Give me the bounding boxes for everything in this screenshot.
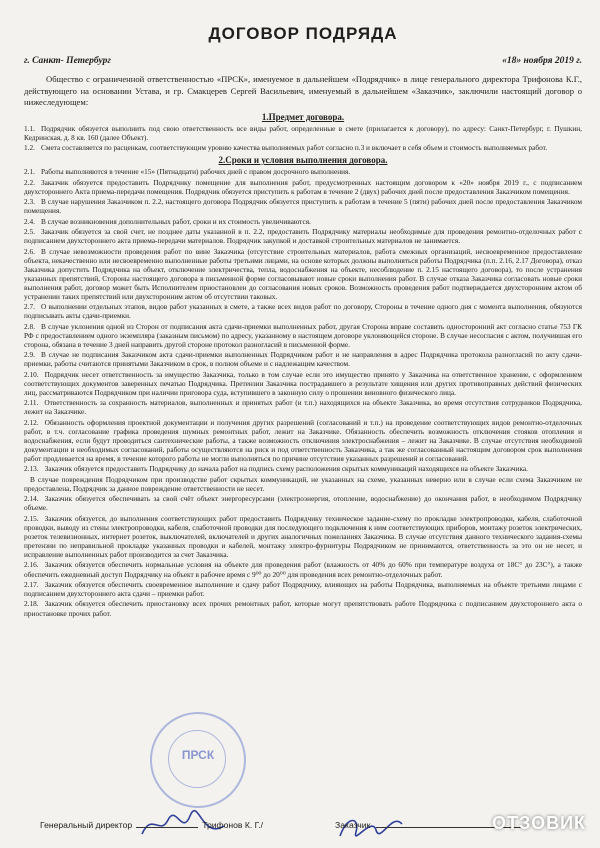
clause-text: Заказчик обязуется предоставить Подрядчику помещение для выполнения работ, предусмотренных настоящим договором к «20» ноября 2019 г., с подписанием двухстороннего Акта приема-передачи помещения. Подрядчик обязуется приступить к работам в течение 2 (двух) рабочих дней после предоставления Заказчиком помещения. <box>24 177 582 196</box>
clause <box>24 560 582 578</box>
clause-number: 2.12. <box>24 417 39 427</box>
clause <box>24 247 582 301</box>
clause <box>24 370 582 397</box>
director-sign-field <box>136 827 198 828</box>
clause-number: 2.3. <box>24 197 35 207</box>
clause-text: Обязанность оформления проектной документации и получения других разрешений (согласований и т.п.) на проведение соответствующих видов ремонтно-отделочных работ, в т.ч. согласование графика проведения шумных ремонтных работ, лежит на Заказчике. Обязанность обеспечить возможность отключения стояков отопления и водоснабжения, если будут проводиться сантехнические работы, а также возможность отключения электроснабжения – лежит на Заказчике. В случае отсутствия необходимой документации и необходимых согласований, работы осуществляются на риск и под ответственность Заказчика, а так же согласованный настоящим договором срок выполнения работ продлевается на время, в течение которого работы не могли выполняться по причине отсутствия указанных разрешений и согласований. <box>24 417 582 464</box>
director-name: Трифонов К. Г./ <box>202 820 264 830</box>
clause <box>24 124 582 142</box>
clause-text: В случае уклонения одной из Сторон от подписания акта сдачи-приемки выполненных работ, другая Сторона вправе составить односторонний акт согласно статье 753 ГК РФ с предоставлением одного экземпляра (заказным письмом) по адресу, указанному в настоящем договоре уклоняющейся стороне. В случае несогласия с актом, получившая его сторона, обязана в течение 3 дней направить другой стороне протокол разногласий в письменной форме. <box>24 321 582 349</box>
clause-number: 2.2. <box>24 177 35 187</box>
clause <box>24 599 582 617</box>
clause <box>24 475 582 493</box>
customer-label: Заказчик <box>335 820 371 830</box>
clause-text: Подрядчик несет ответственность за имущество Заказчика, только в том случае если это имущество принято у Заказчика на ответственное хранение, с оформлением соответствующих документов заверенных печатью Подрядчика. Претензии Заказчика пострадавшего в результате хищения или других противоправных действий физических лиц, рассматриваются Подрядчиком при наличии приговора суда, вступившего в законную силу о прошении виновного физического лица. <box>24 369 582 397</box>
clause-text: Работы выполняются в течение «15» (Пятнадцати) рабочих дней с правом досрочного выполнения. <box>40 167 351 177</box>
clause-text: В случае невозможности проведения работ по вине Заказчика (отсутствие строительных материалов, работа смежных организаций, несвоевременное предоставление объекта, некачественно или несвоевременно выполненные работы третьими лицами, на основе которых должны выполняться работы Подрядчика (п.п. 2.16, 2.17 Договора), отказ Заказчика допустить Подрядчика на объект, отключение электричества, тепла, водоснабжения на объекте, несоблюдение п. 2.15 настоящего договора), то после устранения указанных препятствий, Стороны настоящего договора в письменной форме согласовывают новые сроки выполнения работ. В случае отказа Заказчика согласовать новые сроки выполнения работ, договор может быть Исполнителем приостановлен до согласования новых сроков. Возможность проведения работ подтверждается двухсторонним актом об устранении таких препятствий или двухсторонним актом об отсутствии таковых. <box>24 246 582 301</box>
clause-number: 2.14. <box>24 494 39 504</box>
clause <box>24 322 582 349</box>
sections <box>24 112 582 618</box>
clause-text: Заказчик обязуется за свой счет, не позднее даты указанной в п. 2.2, предоставить Подрядчику материалы необходимые для проведения ремонтно-отделочных работ с подписанием двухстороннего акта приема-передачи материалов. Подрядчик закупкой и доставкой строительных материалов не занимается. <box>24 227 582 246</box>
clause-number: 2.1. <box>24 167 35 177</box>
clause-number: 2.15. <box>24 513 39 523</box>
clause-number: 2.13. <box>24 464 39 474</box>
section-heading: 2.Сроки и условия выполнения договора. <box>218 155 388 166</box>
clause <box>24 350 582 368</box>
clause <box>24 580 582 598</box>
clause-text: В случае нарушения Заказчиком п. 2.2, настоящего договора Подрядчик обязуется приступить к работам в течение 5 (пяти) рабочих дней после предоставления Заказчиком помещения. <box>24 197 582 216</box>
company-stamp <box>150 712 246 808</box>
clause <box>24 167 582 176</box>
clause <box>24 494 582 512</box>
director-label: Генеральный директор <box>40 820 133 830</box>
clause <box>24 197 582 215</box>
clause <box>24 302 582 320</box>
clause-number: 2.16. <box>24 560 39 570</box>
city: г. Санкт- Петербург <box>24 56 111 66</box>
watermark: ОТЗОВИК <box>492 813 586 833</box>
section-heading: 1.Предмет договора. <box>261 111 345 122</box>
clause <box>24 464 582 473</box>
clause-number: 2.6. <box>24 246 35 256</box>
clause <box>24 178 582 196</box>
city-date-line <box>24 56 582 66</box>
document-title: ДОГОВОР ПОДРЯДА <box>208 24 398 43</box>
clause-text: В случае повреждения Подрядчиком при производстве работ скрытых коммуникаций, не указанных на схеме, указанных неверно или в случае если схема Заказчиком не предоставлена, Подрядчик за данное повреждение ответственности не несет. <box>24 474 582 493</box>
stamp-text: ПРСК <box>181 748 215 762</box>
clause-text: Смета составляется по расценкам, соответствующим уровню качества выполняемых работ согласно п.3 и включает в себя объем и стоимость выполняемых работ. <box>40 143 548 153</box>
clause-number: 2.7. <box>24 302 35 312</box>
clause-text: В случае не подписания Заказчиком акта сдачи-приемки выполненных Подрядчиком работ и не направления в адрес Подрядчика протокола разногласий по акту сдачи-приемки, работы считаются принятыми Заказчиком в срок, в полном объеме и с надлежащим качеством. <box>24 350 582 369</box>
clause-number: 2.17. <box>24 579 39 589</box>
clause <box>24 143 582 152</box>
intro-paragraph: Общество с ограниченной ответственностью «ПРСК», именуемое в дальнейшем «Подрядчик» в лице генерального директора Трифонова К.Г., действующего на основании Устава, и гр. Смакцерев Сергей Васильевич, именуемый в дальнейшем «Заказчик», заключили настоящий договор о нижеследующем: <box>24 74 582 108</box>
clause-number: 2.11. <box>24 398 39 408</box>
clause <box>24 514 582 559</box>
clause <box>24 227 582 245</box>
clause-text: Заказчик обязуется обеспечить приостановку всех прочих ремонтных работ, которые могут препятствовать работе Подрядчика с подписанием двухстороннего акта о приостановке прочих работ. <box>24 599 582 618</box>
clause-number: 2.8. <box>24 321 35 331</box>
clause-number: 2.4. <box>24 216 35 226</box>
clause-number: 2.18. <box>24 599 39 609</box>
clause-text: Заказчик обязуется предоставить Подрядчику до начала работ на подпись схему расположения скрытых коммуникаций находящихся на объекте Заказчика. <box>44 464 528 474</box>
clause-text: Заказчик обязуется обеспечивать за свой счёт объект энергоресурсами (электроэнергия, отопление, водоснабжение) до окончания работ, в необходимом Подрядчику объеме. <box>24 494 582 513</box>
clause-number: 1.1. <box>24 123 35 133</box>
clause-number: 1.2. <box>24 143 35 153</box>
clause <box>24 418 582 463</box>
clause-number: 2.5. <box>24 227 35 237</box>
contract-date: «18» ноября 2019 г. <box>502 56 582 66</box>
clause-text: О выполнении отдельных этапов, видов работ указанных в смете, а также всех видов работ по договору, Стороны в течение одного дня с момента выполнения, обязуются подписывать акты сдачи-приемки. <box>24 302 582 321</box>
clause-number: 2.9. <box>24 350 35 360</box>
clause-text: Заказчик обязуется обеспечить нормальные условия на объекте для проведения работ (влажность от 40% до 60% при температуре воздуха от 18С° до 23С°), а также обеспечить ежедневный доступ Подрядчику на объект в рабочее время с 9⁰⁰ до 20⁰⁰ для проведения всех ремонтно-отделочных работ. <box>24 560 582 579</box>
clause-text: В случае возникновения дополнительных работ, сроки и их стоимость увеличиваются. <box>40 216 311 226</box>
clause-text: Заказчик обязуется обеспечить своевременное выполнение и сдачу работ Подрядчику, влияющих на работы Подрядчика, выполняемых на объекте третьими лицами с подписанием двухстороннего акта сдачи – приемки работ. <box>24 579 582 599</box>
clause-text: Ответственность за сохранность материалов, выполненных и принятых работ (и т.п.) находящихся на объекте Заказчика, во время отсутствия сотрудников Подрядчика, лежит на Заказчике. <box>24 398 582 417</box>
clause-number: 2.10. <box>24 369 39 379</box>
clause <box>24 398 582 416</box>
clause <box>24 217 582 226</box>
clause-text: Подрядчик обязуется выполнить под свою ответственность все виды работ, определенные в смете (прилагается к договору), по адресу: Санкт-Петербург, г. Пушкин, Кедринская, д. 8 кв. 160 (далее Объект). <box>24 123 582 142</box>
clause-text: Заказчик обязуется, до выполнения соответствующих работ предоставить Подрядчику техническое задание-схему по прокладке электропроводки, кабеля, слаботочной проводки, выводу из стены электропроводки, кабеля, слаботочной проводки для последующего подключения к ним соответствующих приборов, монтажу розеток электрических, розеток телевизионных, интернет розеток, выключателей, включателей и других аналогичных пожеланиях Заказчика. В случае отсутствия данного технического задания-схемы претензии по неправильной прокладке указанных проводки и кабелей, монтажу электро-фурнитуры Подрядчиком не принимаются, ответственность за это он не несет, и исправление выполненных работ производится за счет Заказчика. <box>24 513 582 560</box>
